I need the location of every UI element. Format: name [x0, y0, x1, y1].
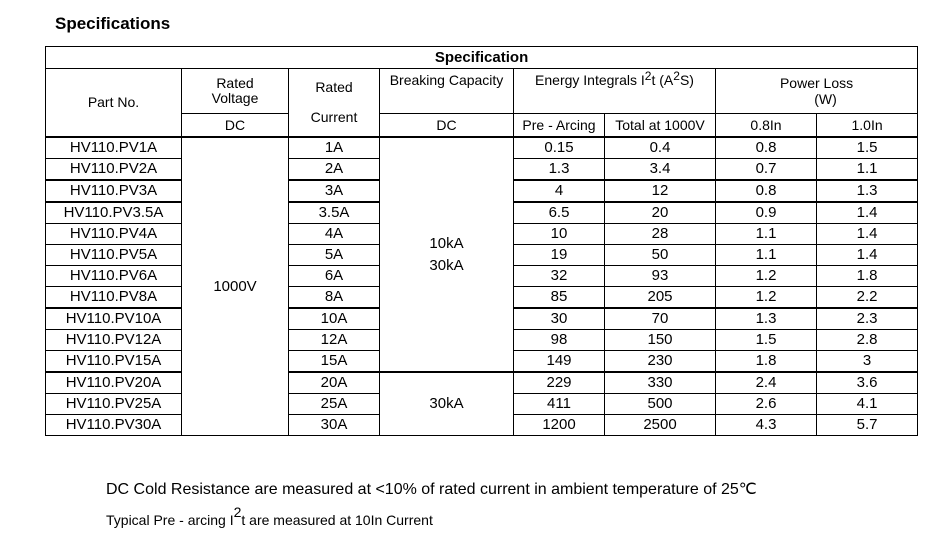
cell-total-1000v: 12 [605, 180, 716, 202]
energy-integrals-pre: Energy Integrals I [535, 72, 645, 88]
header-power-loss [716, 69, 918, 114]
cell-power-loss-08in: 0.7 [716, 159, 817, 181]
cell-total-1000v: 0.4 [605, 137, 716, 159]
cell-total-1000v: 150 [605, 330, 716, 351]
note-pre-arcing-pre: Typical Pre - arcing I [106, 512, 234, 528]
energy-integrals-mid: t (A [651, 72, 674, 88]
cell-power-loss-10in: 1.3 [817, 180, 918, 202]
cell-power-loss-08in: 1.1 [716, 224, 817, 245]
specification-table [45, 46, 918, 436]
cell-rated-current: 3.5A [289, 202, 380, 224]
cell-pre-arcing: 85 [514, 287, 605, 309]
header-power-loss-unit: (W) [814, 91, 837, 107]
header-power-loss-10in: 1.0In [817, 114, 918, 138]
cell-part-no: HV110.PV25A [46, 394, 182, 415]
cell-power-loss-10in: 3 [817, 351, 918, 373]
cell-pre-arcing: 149 [514, 351, 605, 373]
header-power-loss-line1: Power Loss [779, 74, 854, 91]
cell-rated-current: 8A [289, 287, 380, 309]
cell-pre-arcing: 30 [514, 308, 605, 330]
header-pre-arcing: Pre - Arcing [514, 114, 605, 138]
cell-power-loss-10in: 1.1 [817, 159, 918, 181]
cell-power-loss-10in: 1.4 [817, 224, 918, 245]
header-power-loss-08in: 0.8In [716, 114, 817, 138]
cell-breaking-capacity-group2: 30kA [380, 372, 514, 436]
cell-power-loss-08in: 0.8 [716, 137, 817, 159]
header-breaking-capacity: Breaking Capacity [380, 69, 514, 114]
cell-part-no: HV110.PV20A [46, 372, 182, 394]
cell-total-1000v: 500 [605, 394, 716, 415]
cell-pre-arcing: 1.3 [514, 159, 605, 181]
energy-integrals-sup1: 2 [644, 69, 652, 83]
cell-power-loss-10in: 1.5 [817, 137, 918, 159]
header-rated-voltage-line2: Voltage [211, 90, 259, 106]
cell-rated-current: 25A [289, 394, 380, 415]
cell-part-no: HV110.PV3A [46, 180, 182, 202]
cell-power-loss-10in: 3.6 [817, 372, 918, 394]
cell-power-loss-10in: 4.1 [817, 394, 918, 415]
cell-part-no: HV110.PV6A [46, 266, 182, 287]
cell-power-loss-10in: 1.4 [817, 245, 918, 266]
cell-power-loss-10in: 1.8 [817, 266, 918, 287]
header-rated-current-line2: Current [310, 108, 358, 125]
cell-breaking-capacity-group1 [380, 137, 514, 372]
table-row [46, 137, 918, 159]
cell-pre-arcing: 4 [514, 180, 605, 202]
cell-total-1000v: 2500 [605, 415, 716, 436]
cell-total-1000v: 93 [605, 266, 716, 287]
cell-pre-arcing: 19 [514, 245, 605, 266]
note-cold-resistance: DC Cold Resistance are measured at <10% of rated current in ambient temperature of 25℃ [106, 481, 757, 498]
cell-rated-current: 4A [289, 224, 380, 245]
header-rated-current-line1: Rated [315, 79, 353, 96]
cell-total-1000v: 330 [605, 372, 716, 394]
cell-rated-current: 20A [289, 372, 380, 394]
cell-total-1000v: 28 [605, 224, 716, 245]
cell-part-no: HV110.PV3.5A [46, 202, 182, 224]
cell-power-loss-08in: 1.2 [716, 287, 817, 309]
cell-power-loss-08in: 1.1 [716, 245, 817, 266]
cell-power-loss-08in: 2.6 [716, 394, 817, 415]
breaking-capacity-value: 10kA [429, 234, 464, 252]
cell-power-loss-08in: 1.5 [716, 330, 817, 351]
header-rated-voltage-line1: Rated [216, 74, 254, 91]
header-part-no: Part No. [46, 69, 182, 138]
header-rated-voltage [182, 69, 289, 114]
cell-power-loss-08in: 2.4 [716, 372, 817, 394]
cell-total-1000v: 50 [605, 245, 716, 266]
cell-pre-arcing: 98 [514, 330, 605, 351]
note-pre-arcing-post: t are measured at 10In Current [241, 512, 433, 528]
cell-rated-current: 10A [289, 308, 380, 330]
page-title: Specifications [55, 14, 171, 33]
cell-rated-voltage: 1000V [182, 137, 289, 436]
note-pre-arcing-sup: 2 [233, 504, 242, 520]
cell-rated-current: 5A [289, 245, 380, 266]
cell-total-1000v: 230 [605, 351, 716, 373]
cell-rated-current: 12A [289, 330, 380, 351]
cell-pre-arcing: 1200 [514, 415, 605, 436]
cell-power-loss-10in: 2.3 [817, 308, 918, 330]
cell-power-loss-10in: 1.4 [817, 202, 918, 224]
cell-part-no: HV110.PV15A [46, 351, 182, 373]
specification-table-container [45, 46, 918, 436]
cell-part-no: HV110.PV1A [46, 137, 182, 159]
cell-rated-current: 2A [289, 159, 380, 181]
cell-rated-current: 30A [289, 415, 380, 436]
cell-rated-current: 6A [289, 266, 380, 287]
header-breaking-capacity-dc: DC [380, 114, 514, 138]
header-rated-current [289, 69, 380, 138]
energy-integrals-sup2: 2 [673, 69, 680, 83]
table-title: Specification [46, 47, 918, 69]
breaking-capacity-value: 30kA [429, 256, 464, 274]
cell-power-loss-08in: 1.8 [716, 351, 817, 373]
cell-power-loss-10in: 2.2 [817, 287, 918, 309]
note-pre-arcing [106, 504, 433, 528]
cell-total-1000v: 205 [605, 287, 716, 309]
cell-pre-arcing: 10 [514, 224, 605, 245]
cell-rated-current: 1A [289, 137, 380, 159]
header-total-1000v: Total at 1000V [605, 114, 716, 138]
cell-part-no: HV110.PV10A [46, 308, 182, 330]
table-row [46, 372, 918, 394]
cell-power-loss-08in: 1.3 [716, 308, 817, 330]
cell-part-no: HV110.PV8A [46, 287, 182, 309]
cell-part-no: HV110.PV5A [46, 245, 182, 266]
cell-total-1000v: 20 [605, 202, 716, 224]
header-energy-integrals [514, 69, 716, 114]
energy-integrals-post: S) [679, 72, 694, 88]
cell-part-no: HV110.PV12A [46, 330, 182, 351]
cell-power-loss-08in: 1.2 [716, 266, 817, 287]
cell-part-no: HV110.PV4A [46, 224, 182, 245]
cell-power-loss-08in: 0.9 [716, 202, 817, 224]
cell-power-loss-08in: 0.8 [716, 180, 817, 202]
cell-pre-arcing: 229 [514, 372, 605, 394]
cell-pre-arcing: 411 [514, 394, 605, 415]
cell-power-loss-10in: 5.7 [817, 415, 918, 436]
cell-total-1000v: 3.4 [605, 159, 716, 181]
cell-rated-current: 3A [289, 180, 380, 202]
cell-part-no: HV110.PV30A [46, 415, 182, 436]
cell-pre-arcing: 32 [514, 266, 605, 287]
cell-pre-arcing: 6.5 [514, 202, 605, 224]
cell-rated-current: 15A [289, 351, 380, 373]
header-rated-voltage-dc: DC [182, 114, 289, 138]
cell-power-loss-08in: 4.3 [716, 415, 817, 436]
cell-total-1000v: 70 [605, 308, 716, 330]
cell-pre-arcing: 0.15 [514, 137, 605, 159]
cell-power-loss-10in: 2.8 [817, 330, 918, 351]
cell-part-no: HV110.PV2A [46, 159, 182, 181]
